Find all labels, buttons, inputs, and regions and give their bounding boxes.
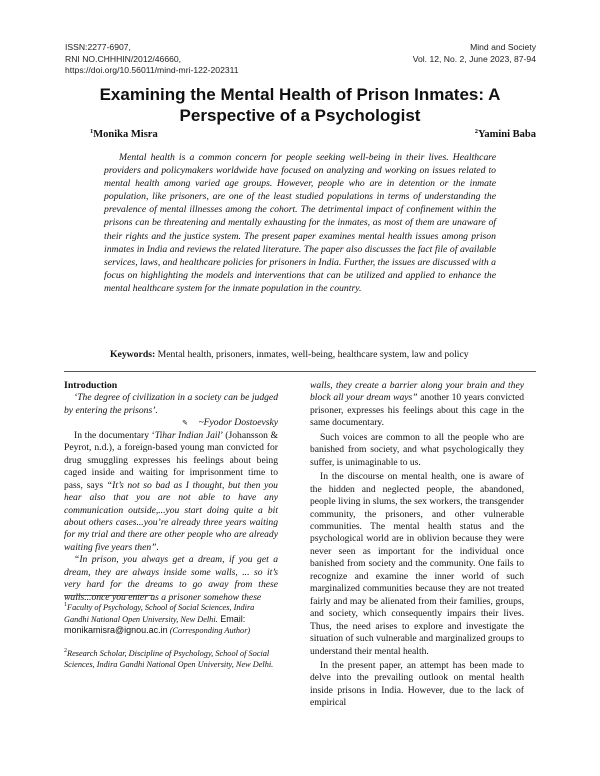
footnote-1: $^1$Faculty of Psychology, School of Social Sciences, Indira Gandhi National Open University, New Delhi. Email: monikamisra@ignou.ac.in (Corresponding Author): [64, 602, 255, 636]
footnote-2: $^2$Research Scholar, Discipline of Psychology, School of Social Sciences, Indira Gandhi National Open University, New Delhi.: [64, 648, 274, 669]
epigraph-attribution: ✎ ~Fyodor Dostoevsky: [182, 417, 278, 429]
quote-paragraph: “In prison, you always get a dream, if you get a dream, they are always inside some walls, ... so it’s very hard for the dreams to go away from these walls...once you enter as a prisoner somehow these: [64, 554, 278, 603]
journal-volume: Vol. 12, No. 2, June 2023, 87-94: [412, 53, 536, 64]
abstract: Mental health is a common concern for people seeking well-being in their lives. Healthcare providers and policymakers worldwide have focused on analyzing and working on issues related to mental health among varied age groups. However, people who are in detention or the inmate population, like prisoners, are one of the least studied populations in terms of understanding the prevalence of mental illnesses among the cohort. The detrimental impact of confinement within the prisons can be threatening and mentally exhausting for the inmates, as most of them are unaware of their rights and the justice system. The present paper examines mental health issues among prison inmates in India and reviews the related literature. The paper also discusses the fact file of available services, laws, and healthcare policies for prisoners in India. Further, the issues are discussed with a focus on highlighting the models and interventions that can be utilized and applied to enhance the mental healthcare system for the inmate population in the country.: [104, 152, 496, 294]
pencil-icon: ✎: [182, 419, 199, 428]
section-divider: [64, 371, 536, 372]
author-email[interactable]: monikamisra@ignou.ac.in: [64, 625, 168, 636]
left-column: [64, 380, 278, 604]
paragraph: walls, they create a barrier along your brain and they block all your dream ways” another 10 years convicted prisoner, expresses his feelings about this cage in the same documentary.: [310, 380, 524, 429]
footnote-divider: [64, 595, 154, 596]
rni-number: RNI NO.CHHHIN/2012/46660,: [65, 53, 182, 64]
journal-identifiers: [65, 42, 239, 77]
paragraph: Such voices are common to all the people who are banished from society, and what psychologically they suffer, is unimaginable to us.: [310, 431, 524, 468]
paragraph: In the documentary ‘Tihar Indian Jail’ (Johansson & Peyrot, n.d.), a foreign-based young man convicted for drug smuggling expresses his feelings about being caged inside and waiting for imprisonment time to pass, says “It’s not so bad as I thought, but then you hear also that you are not able to have any communication outside,...you start doing quite a bit about others cases...you’re already three years waiting for my trial and there are other people who are already waiting five years then”.: [64, 429, 278, 553]
author-2: $^2$Yamini Baba: [474, 128, 536, 140]
paper-title: Examining the Mental Health of Prison Inmates: A Perspective of a Psychologist: [99, 85, 501, 125]
section-heading: Introduction: [64, 380, 118, 391]
right-column: [310, 380, 524, 710]
paragraph: In the discourse on mental health, one is aware of the hidden and neglected people, the abandoned, people living in slums, the sex workers, the transgender community, the prisoners, and other vulnerable communities. The mental health status and the psychological world are in oblivion because they were never seen as important for the individual once banished from society and the community. One fails to recognize and examine the inner world of such marginalized communities because they are not treated fairly and may be alienated from their families, groups, and society, which consequently impairs their lives. Thus, the need arises to explore and investigate the situation of such vulnerable and marginalized groups to understand their mental health.: [310, 471, 524, 657]
journal-name: Mind and Society: [470, 42, 536, 52]
keywords-text: Mental health, prisoners, inmates, well-being, healthcare system, law and policy: [155, 349, 469, 360]
journal-info: [413, 42, 536, 65]
author-1: $^1$Monika Misra: [90, 128, 158, 140]
paragraph: In the present paper, an attempt has been made to delve into the prevailing outlook on mental health inside prisons in India. However, due to the lack of empirical: [310, 659, 524, 709]
keywords-label: Keywords:: [110, 349, 156, 360]
epigraph: ‘The degree of civilization in a society can be judged by entering the prisons’.: [64, 392, 278, 416]
keywords: [110, 349, 510, 361]
issn: ISSN:2277-6907,: [65, 42, 131, 52]
doi-link[interactable]: https://doi.org/10.56011/mind-mri-122-202311: [65, 65, 239, 75]
